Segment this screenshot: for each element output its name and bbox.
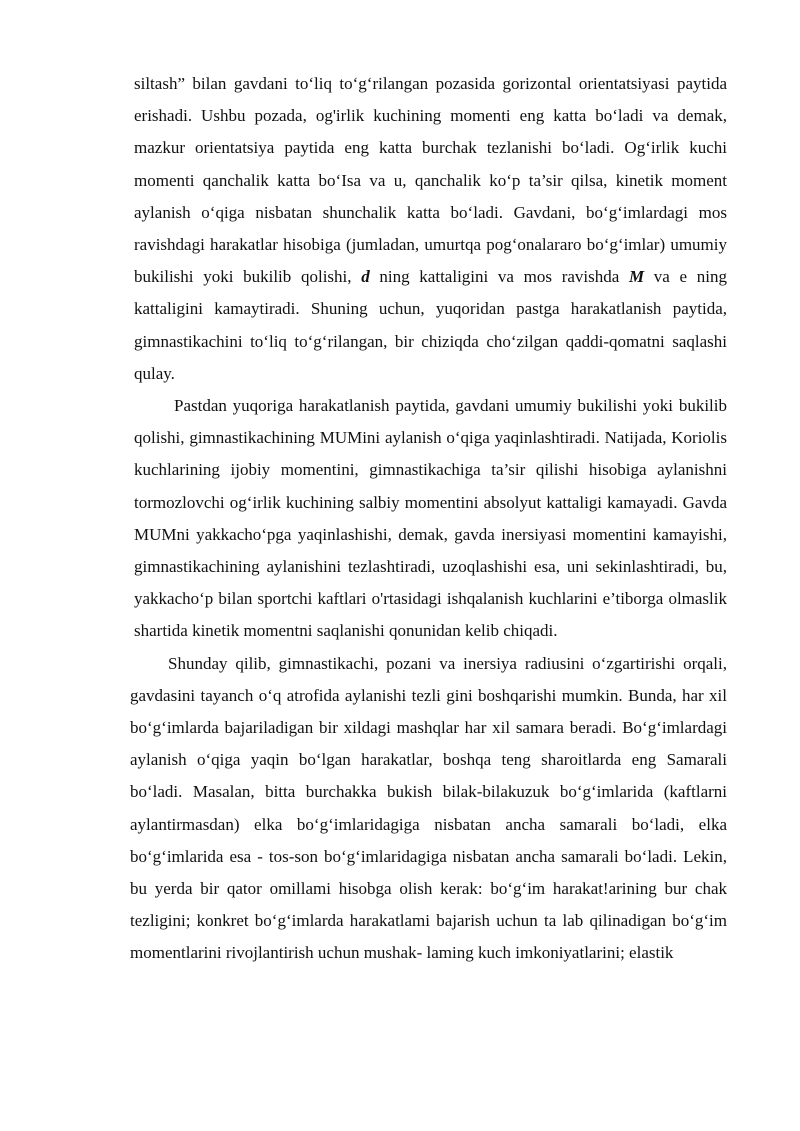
body-text: [130, 68, 727, 970]
symbol-d: d: [361, 267, 370, 287]
paragraph-1-part-a: siltash” bilan gavdani to‘liq to‘g‘rilangan pozasida gorizontal orientatsiyasi paytida erishadi. Ushbu pozada, og'irlik kuchining momenti eng katta bo‘ladi va demak, mazkur orientatsiya paytida eng katta burchak tezlanishi bo‘ladi. Og‘irlik kuchi momenti qanchalik katta bo‘Isa va u, qanchalik ko‘p ta’sir qilsa, kinetik moment aylanish o‘qiga nisbatan shunchalik katta bo‘ladi. Gavdani, bo‘g‘imlardagi mos ravishdagi harakatlar hisobiga (jumladan, umurtqa pog‘onalararo bo‘g‘imlar) umumiy bukilishi yoki bukilib qolishi,: [134, 74, 727, 287]
paragraph-3: Shunday qilib, gimnastikachi, pozani va inersiya radiusini o‘zgartirishi orqali, gavdasini tayanch o‘q atrofida aylanishi tezli gini boshqarishi mumkin. Bunda, har xil bo‘g‘imlarda bajariladigan bir xildagi mashqlar har xil samara beradi. Bo‘g‘imlardagi aylanish o‘qiga yaqin bo‘lgan harakatlar, boshqa teng sharoitlarda eng Samarali bo‘ladi. Masalan, bitta burchakka bukish bilak-bilakuzuk bo‘g‘imlarida (kaftlarni aylantirmasdan) elka bo‘g‘imlaridagiga nisbatan ancha samarali bo‘ladi, elka bo‘g‘imlarida esa - tos-son bo‘g‘imlaridagiga nisbatan ancha samarali bo‘ladi. Lekin, bu yerda bir qator omillami hisobga olish kerak: bo‘g‘im harakat!arining bur chak tezligini; konkret bo‘g‘imlarda harakatlami bajarish uchun ta lab qilinadigan bo‘g‘im momentlarini rivojlantirish uchun mushak- laming kuch imkoniyatlarini; elastik: [130, 653, 727, 963]
paragraph-1-part-c: va e ning kattaligini kamaytiradi. Shuning uchun, yuqoridan pastga harakatlanish paytida, gimnastikachini to‘liq to‘g‘rilangan, bir chiziqda cho‘zilgan qaddi-qomatni saqlashi qulay.: [134, 267, 727, 383]
paragraph-1: [134, 68, 727, 390]
paragraph-1-part-b: ning kattaligini va mos ravishda: [369, 267, 629, 287]
paragraph-2: Pastdan yuqoriga harakatlanish paytida, gavdani umumiy bukilishi yoki bukilib qolishi, gimnastikachining MUMini aylanish o‘qiga yaqinlashtiradi. Natijada, Koriolis kuchlarining ijobiy momentini, gimnastikachiga ta’sir qilishi hisobiga aylanishni tormozlovchi og‘irlik kuchining salbiy momentini absolyut kattaligi kamayadi. Gavda MUMni yakkacho‘pga yaqinlashishi, demak, gavda inersiyasi momentini kamayishi, gimnastikachining aylanishini tezlashtiradi, uzoqlashishi esa, uni sekinlashtiradi, bu, yakkacho‘p bilan sportchi kaftlari o'rtasidagi ishqalanish kuchlarini e’tiborga olmaslik shartida kinetik momentni saqlanishi qonunidan kelib chiqadi.: [134, 396, 727, 641]
symbol-M: M: [628, 267, 645, 287]
